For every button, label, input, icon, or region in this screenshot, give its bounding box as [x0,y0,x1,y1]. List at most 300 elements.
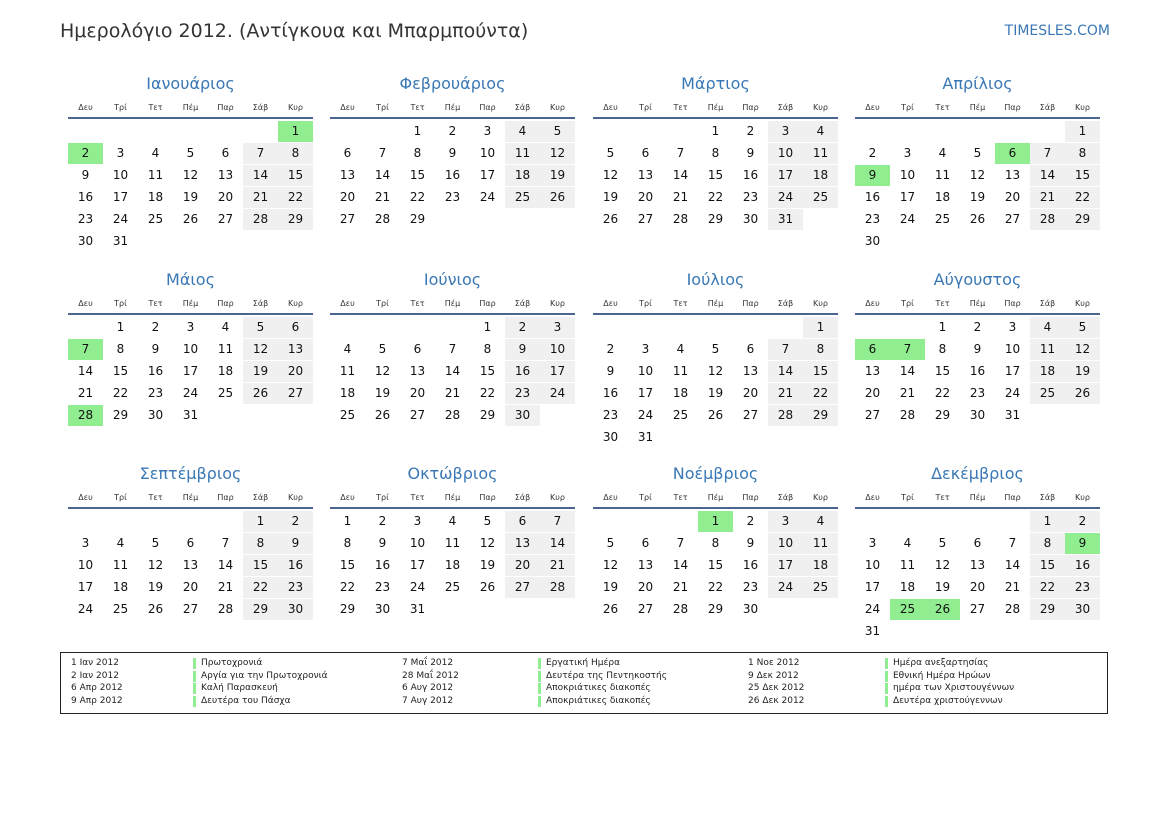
weekday-header: Τετ [935,493,950,502]
day-cell: 26 [602,602,619,616]
day-cell: 31 [182,408,199,422]
day-cell: 4 [221,320,230,334]
day-cell: 17 [768,555,803,576]
day-cell: 11 [899,558,916,572]
day-cell: 28 [768,405,803,426]
day-cell: 24 [1004,386,1021,400]
day-cell: 8 [1030,533,1065,554]
day-cell: 24 [112,212,129,226]
day-cell: 3 [413,514,422,528]
month-name: Αύγουστος [933,270,1022,289]
day-cell: 26 [147,602,164,616]
day-cell: 5 [711,342,720,356]
day-cell: 21 [672,580,689,594]
day-cell: 10 [77,558,94,572]
day-cell: 22 [243,577,278,598]
day-cell: 7 [890,339,925,360]
day-cell: 5 [243,317,278,338]
day-cell: 5 [973,146,982,160]
day-cell: 28 [672,602,689,616]
day-cell: 15 [934,364,951,378]
weekday-header: Σάβ [1039,103,1056,112]
day-cell: 23 [278,577,313,598]
day-cell: 4 [448,514,457,528]
day-cell: 17 [479,168,496,182]
weekday-header: Σάβ [252,299,269,308]
day-cell: 24 [768,577,803,598]
weekday-header: Δευ [78,493,93,502]
day-cell: 30 [77,234,94,248]
day-cell: 16 [864,190,881,204]
weekday-header: Παρ [1004,493,1021,502]
day-cell: 25 [112,602,129,616]
day-cell: 11 [672,364,689,378]
day-cell: 13 [339,168,356,182]
day-cell: 10 [864,558,881,572]
day-cell: 27 [637,602,654,616]
month-divider [593,117,838,119]
weekday-header: Σάβ [252,103,269,112]
day-cell: 12 [540,143,575,164]
weekday-header: Τρί [114,493,127,502]
weekday-header: Κυρ [550,493,565,502]
day-cell: 2 [868,146,877,160]
day-cell: 4 [938,146,947,160]
day-cell: 27 [182,602,199,616]
day-cell: 12 [243,339,278,360]
weekday-header: Παρ [217,103,234,112]
weekday-header: Τετ [935,103,950,112]
day-cell: 28 [217,602,234,616]
weekday-header: Τετ [410,299,425,308]
day-cell: 14 [374,168,391,182]
day-cell: 22 [707,580,724,594]
day-cell: 17 [182,364,199,378]
day-cell: 16 [742,558,759,572]
legend-date: 9 Απρ 2012 [71,695,123,706]
month-divider [593,507,838,509]
day-cell: 30 [278,599,313,620]
weekday-header: Δευ [865,103,880,112]
day-cell: 11 [339,364,356,378]
day-cell: 18 [217,364,234,378]
holiday-legend [60,652,1108,714]
day-cell: 12 [602,168,619,182]
day-cell: 17 [768,165,803,186]
day-cell: 5 [151,536,160,550]
day-cell: 23 [1065,577,1100,598]
weekday-header: Τρί [376,299,389,308]
day-cell: 24 [637,408,654,422]
day-cell: 3 [768,511,803,532]
legend-date: 1 Ιαν 2012 [71,658,119,668]
weekday-header: Δευ [340,103,355,112]
month-name: Σεπτέμβριος [139,464,242,483]
day-cell: 25 [147,212,164,226]
day-cell: 13 [505,533,540,554]
weekday-header: Τρί [901,493,914,502]
weekday-header: Τρί [639,103,652,112]
day-cell: 11 [1030,339,1065,360]
day-cell: 16 [374,558,391,572]
month-divider [855,117,1100,119]
day-cell: 4 [116,536,125,550]
day-cell: 3 [641,342,650,356]
day-cell: 11 [217,342,234,356]
weekday-header: Παρ [479,103,496,112]
day-cell: 4 [343,342,352,356]
day-cell: 6 [641,536,650,550]
day-cell: 13 [969,558,986,572]
day-cell: 19 [243,361,278,382]
day-cell: 7 [676,146,685,160]
legend-holiday-name: ημέρα των Χριστουγέννων [885,683,1014,694]
weekday-header: Τρί [114,103,127,112]
day-cell: 14 [672,558,689,572]
weekday-header: Παρ [217,299,234,308]
day-cell: 15 [339,558,356,572]
day-cell: 24 [409,580,426,594]
day-cell: 28 [374,212,391,226]
day-cell: 13 [742,364,759,378]
day-cell: 15 [243,555,278,576]
day-cell: 27 [339,212,356,226]
day-cell: 8 [938,342,947,356]
day-cell: 19 [182,190,199,204]
day-cell: 2 [505,317,540,338]
day-cell: 4 [676,342,685,356]
weekday-header: Πέμ [969,103,986,112]
day-cell: 28 [1030,209,1065,230]
weekday-header: Σάβ [1039,299,1056,308]
day-cell: 7 [1008,536,1017,550]
day-cell: 12 [934,558,951,572]
day-cell: 11 [112,558,129,572]
day-cell: 15 [707,558,724,572]
day-cell: 1 [698,511,733,532]
day-cell: 28 [1004,602,1021,616]
day-cell: 27 [1004,212,1021,226]
day-cell: 6 [221,146,230,160]
day-cell: 6 [746,342,755,356]
month-name: Νοέμβριος [672,464,759,483]
day-cell: 2 [68,143,103,164]
legend-date: 7 Αυγ 2012 [402,695,454,706]
weekday-header: Πέμ [707,299,724,308]
day-cell: 23 [969,386,986,400]
day-cell: 13 [182,558,199,572]
day-cell: 1 [278,121,313,142]
day-cell: 11 [505,143,540,164]
day-cell: 5 [540,121,575,142]
day-cell: 11 [803,143,838,164]
day-cell: 9 [746,146,755,160]
weekday-header: Πέμ [707,493,724,502]
day-cell: 6 [855,339,890,360]
day-cell: 19 [374,386,391,400]
day-cell: 23 [505,383,540,404]
weekday-header: Παρ [742,103,759,112]
day-cell: 14 [243,165,278,186]
day-cell: 7 [540,511,575,532]
weekday-header: Δευ [865,299,880,308]
month-divider [68,117,313,119]
weekday-header: Τετ [673,493,688,502]
day-cell: 16 [505,361,540,382]
day-cell: 19 [602,190,619,204]
day-cell: 2 [278,511,313,532]
weekday-header: Τρί [376,493,389,502]
day-cell: 21 [540,555,575,576]
legend-holiday-name: Δευτέρα της Πεντηκοστής [538,671,667,682]
day-cell: 10 [768,533,803,554]
month-name: Οκτώβριος [407,464,498,483]
month-divider [68,507,313,509]
legend-date: 26 Δεκ 2012 [748,695,805,706]
day-cell: 22 [479,386,496,400]
day-cell: 29 [934,408,951,422]
day-cell: 5 [606,146,615,160]
day-cell: 20 [409,386,426,400]
day-cell: 27 [864,408,881,422]
day-cell: 8 [711,146,720,160]
day-cell: 6 [641,146,650,160]
day-cell: 10 [409,536,426,550]
month-name: Φεβρουάριος [399,74,506,93]
day-cell: 8 [803,339,838,360]
day-cell: 22 [278,187,313,208]
weekday-header: Πέμ [707,103,724,112]
day-cell: 6 [413,342,422,356]
day-cell: 12 [147,558,164,572]
weekday-header: Τρί [639,299,652,308]
day-cell: 3 [903,146,912,160]
day-cell: 21 [768,383,803,404]
day-cell: 5 [186,146,195,160]
day-cell: 18 [505,165,540,186]
day-cell: 1 [483,320,492,334]
weekday-header: Παρ [742,299,759,308]
day-cell: 17 [637,386,654,400]
day-cell: 2 [973,320,982,334]
day-cell: 2 [606,342,615,356]
month-divider [855,313,1100,315]
day-cell: 29 [339,602,356,616]
weekday-header: Κυρ [1075,103,1090,112]
legend-date: 9 Δεκ 2012 [748,670,799,681]
day-cell: 20 [217,190,234,204]
day-cell: 29 [1030,599,1065,620]
weekday-header: Παρ [742,493,759,502]
day-cell: 25 [803,187,838,208]
day-cell: 28 [68,405,103,426]
legend-date: 6 Απρ 2012 [71,683,123,693]
day-cell: 23 [374,580,391,594]
day-cell: 15 [479,364,496,378]
day-cell: 20 [637,580,654,594]
day-cell: 22 [803,383,838,404]
day-cell: 14 [1030,165,1065,186]
weekday-header: Τετ [673,103,688,112]
legend-holiday-name: Καλή Παρασκευή [193,683,278,694]
day-cell: 9 [746,536,755,550]
day-cell: 1 [413,124,422,138]
weekday-header: Σάβ [252,493,269,502]
day-cell: 2 [746,124,755,138]
day-cell: 29 [278,209,313,230]
day-cell: 24 [77,602,94,616]
day-cell: 29 [1065,209,1100,230]
day-cell: 12 [969,168,986,182]
weekday-header: Τετ [935,299,950,308]
day-cell: 23 [742,190,759,204]
day-cell: 18 [444,558,461,572]
weekday-header: Κυρ [288,299,303,308]
day-cell: 12 [182,168,199,182]
day-cell: 10 [112,168,129,182]
legend-date: 6 Αυγ 2012 [402,683,454,693]
day-cell: 10 [182,342,199,356]
day-cell: 19 [602,580,619,594]
weekday-header: Πέμ [969,299,986,308]
weekday-header: Δευ [603,299,618,308]
day-cell: 15 [112,364,129,378]
legend-holiday-name: Εργατική Ημέρα [538,658,620,669]
legend-date: 28 Μαΐ 2012 [402,670,459,681]
day-cell: 17 [864,580,881,594]
day-cell: 10 [899,168,916,182]
site-link[interactable]: TIMESLES.COM [1004,23,1110,39]
weekday-header: Δευ [340,299,355,308]
weekday-header: Πέμ [444,299,461,308]
day-cell: 13 [1004,168,1021,182]
day-cell: 14 [672,168,689,182]
day-cell: 21 [77,386,94,400]
day-cell: 13 [864,364,881,378]
weekday-header: Κυρ [288,103,303,112]
day-cell: 18 [339,386,356,400]
day-cell: 1 [711,124,720,138]
weekday-header: Παρ [1004,299,1021,308]
day-cell: 3 [81,536,90,550]
day-cell: 7 [768,339,803,360]
day-cell: 14 [899,364,916,378]
day-cell: 4 [903,536,912,550]
month-name: Ιανουάριος [146,74,235,93]
day-cell: 4 [803,121,838,142]
day-cell: 16 [602,386,619,400]
day-cell: 16 [278,555,313,576]
day-cell: 14 [1004,558,1021,572]
day-cell: 18 [672,386,689,400]
day-cell: 30 [1065,599,1100,620]
weekday-header: Πέμ [444,103,461,112]
day-cell: 12 [479,536,496,550]
day-cell: 3 [868,536,877,550]
day-cell: 26 [479,580,496,594]
day-cell: 2 [378,514,387,528]
weekday-header: Τετ [148,493,163,502]
day-cell: 5 [606,536,615,550]
day-cell: 27 [409,408,426,422]
day-cell: 1 [803,317,838,338]
day-cell: 23 [602,408,619,422]
day-cell: 9 [448,146,457,160]
day-cell: 8 [278,143,313,164]
day-cell: 9 [1065,533,1100,554]
day-cell: 2 [448,124,457,138]
day-cell: 7 [448,342,457,356]
day-cell: 30 [147,408,164,422]
day-cell: 9 [505,339,540,360]
day-cell: 7 [221,536,230,550]
day-cell: 26 [182,212,199,226]
legend-holiday-name: Αποκριάτικες διακοπές [538,696,651,707]
day-cell: 21 [899,386,916,400]
day-cell: 27 [505,577,540,598]
legend-holiday-name: Εθνική Ημέρα Ηρώων [885,671,991,682]
day-cell: 6 [186,536,195,550]
day-cell: 23 [147,386,164,400]
day-cell: 18 [112,580,129,594]
day-cell: 16 [969,364,986,378]
weekday-header: Πέμ [182,103,199,112]
day-cell: 29 [409,212,426,226]
weekday-header: Σάβ [777,103,794,112]
day-cell: 26 [602,212,619,226]
day-cell: 24 [182,386,199,400]
day-cell: 14 [540,533,575,554]
weekday-header: Τετ [148,299,163,308]
day-cell: 28 [540,577,575,598]
day-cell: 20 [278,361,313,382]
day-cell: 8 [243,533,278,554]
day-cell: 12 [707,364,724,378]
day-cell: 15 [409,168,426,182]
day-cell: 20 [505,555,540,576]
day-cell: 23 [444,190,461,204]
day-cell: 19 [934,580,951,594]
day-cell: 20 [969,580,986,594]
month-divider [855,507,1100,509]
weekday-header: Δευ [603,493,618,502]
day-cell: 22 [409,190,426,204]
day-cell: 16 [1065,555,1100,576]
day-cell: 18 [899,580,916,594]
weekday-header: Κυρ [1075,493,1090,502]
weekday-header: Παρ [479,493,496,502]
day-cell: 18 [1030,361,1065,382]
day-cell: 24 [479,190,496,204]
day-cell: 28 [444,408,461,422]
legend-holiday-name: Αργία για την Πρωτοχρονιά [193,671,328,682]
day-cell: 11 [803,533,838,554]
day-cell: 1 [1065,121,1100,142]
weekday-header: Σάβ [514,299,531,308]
day-cell: 12 [374,364,391,378]
day-cell: 20 [182,580,199,594]
day-cell: 10 [540,339,575,360]
day-cell: 9 [378,536,387,550]
legend-holiday-name: Αποκριάτικες διακοπές [538,683,651,694]
day-cell: 26 [374,408,391,422]
legend-holiday-name: Πρωτοχρονιά [193,658,262,669]
day-cell: 18 [803,555,838,576]
day-cell: 21 [1004,580,1021,594]
month-name: Μάρτιος [681,74,750,93]
day-cell: 7 [676,536,685,550]
weekday-header: Παρ [479,299,496,308]
